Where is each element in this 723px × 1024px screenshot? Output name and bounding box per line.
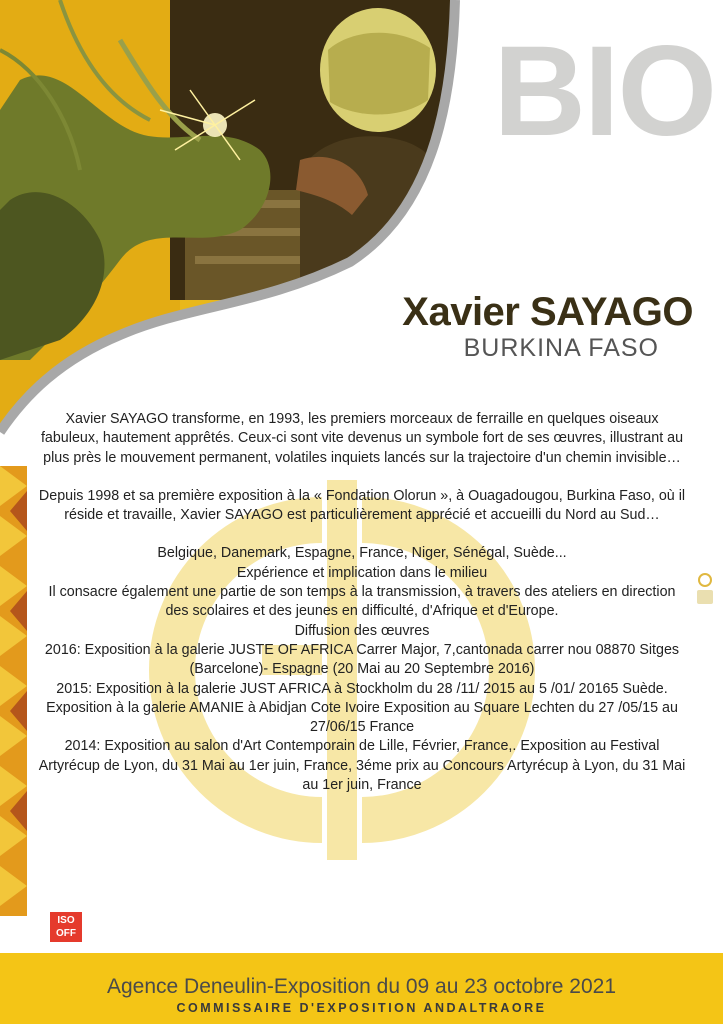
artist-welding-photo — [0, 0, 470, 440]
iso-off-logo — [50, 912, 82, 942]
side-logo — [693, 570, 717, 610]
iso-logo-line2: OFF — [56, 928, 76, 939]
footer-exhibition-info: Agence Deneulin-Exposition du 09 au 23 octobre 2021 — [106, 975, 617, 998]
bio-diffusion-heading: Diffusion des œuvres — [294, 622, 430, 639]
bio-exhibition-2014: 2014: Exposition au salon d'Art Contemporain de Lille, Février, France,. Exposition au Festival Artyrécup de Lyon, du 31 Mai au 1er juin, France, 3éme prix au Concours Artyrécup à Lyon, du 31 Mai au 1er juin, France — [38, 738, 686, 794]
biography-text — [36, 410, 688, 795]
footer-curator: COMMISSAIRE D'EXPOSITION ANDALTRAORE — [176, 1001, 547, 1015]
bio-exhibition-2015: 2015: Exposition à la galerie JUST AFRICA à Stockholm du 28 /11/ 2015 au 5 /01/ 20165 Suède. Exposition à la galerie AMANIE à Abidjan Cote Ivoire Exposition au Square Lechten du 27 /05/15 au 27/06/15 France — [46, 680, 678, 736]
bio-transmission: Il consacre également une partie de son temps à la transmission, à travers des ateliers en direction des scolaires et des jeunes en difficulté, d'Afrique et d'Europe. — [48, 584, 676, 620]
bio-experience-heading: Expérience et implication dans le milieu — [236, 564, 488, 581]
bio-paragraph-olorun: Depuis 1998 et sa première exposition à la « Fondation Olorun », à Ouagadougou, Burkina Faso, où il réside et travaille, Xavier SAYAGO est particulièrement apprécié et accueilli du Nord au Sud… — [38, 487, 686, 524]
footer-banner — [0, 953, 723, 1024]
bio-paragraph-intro: Xavier SAYAGO transforme, en 1993, les premiers morceaux de ferraille en quelques oiseaux fabuleux, hautement apprêtés. Ceux-ci sont vite devenus un symbole fort de ses œuvres, illustrant au plus près le mouvement permanent, volatiles inquiets lancés sur la trajectoire d'un chemin invisible… — [40, 411, 684, 466]
artist-country: BURKINA FASO — [463, 334, 659, 362]
artist-name: Xavier SAYAGO — [402, 290, 693, 334]
bio-exhibition-2016: 2016: Exposition à la galerie JUSTE OF AFRICA Carrer Major, 7,cantonada carrer nou 08870 Sitges (Barcelone)- Espagne (20 Mai au 20 Septembre 2016) — [44, 641, 680, 678]
decorative-pattern-strip — [0, 466, 27, 916]
bio-countries: Belgique, Danemark, Espagne, France, Niger, Sénégal, Suède... — [157, 545, 567, 562]
bio-title: BIO — [493, 20, 715, 163]
iso-logo-line1: ISO — [57, 915, 75, 926]
